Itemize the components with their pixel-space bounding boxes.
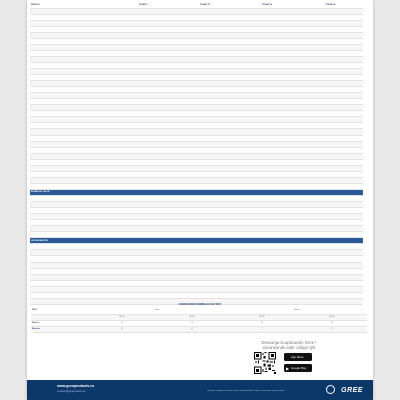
conditions-value: 24 [297, 320, 367, 326]
conditions-heat-label: Modo calor [31, 326, 87, 332]
conditions-title: CONDICIONES NOMINALES DE TEST [178, 303, 222, 306]
conditions-mode-label: MODO [31, 308, 87, 314]
conditions-value: 15 [157, 326, 227, 332]
apple-icon [286, 355, 290, 360]
spec-section-title: REFRIGERACIÓN [30, 238, 363, 244]
footer-url[interactable]: www.greeproducts.es [57, 384, 95, 388]
conditions-sub: BH (°C) [157, 314, 227, 320]
header-model: MODELO [30, 2, 90, 8]
app-line-1: Descarga la aplicación Gree+ [261, 340, 317, 345]
conditions-exterior: Exterior [227, 308, 367, 314]
app-download-text [209, 340, 369, 350]
footer [27, 380, 373, 400]
header-pular-9: PULAR 9 [112, 2, 174, 8]
gree-logo-icon [326, 385, 335, 394]
app-download-panel [209, 338, 369, 378]
conditions-interior: Interior [87, 308, 227, 314]
conditions-value: 20 [87, 326, 157, 332]
conditions-cool-label: Modo frío [31, 320, 87, 326]
google-play-badge[interactable] [284, 364, 312, 372]
google-play-label: Google Play [291, 366, 307, 370]
conditions-sub: BH (°C) [297, 314, 367, 320]
conditions-value: 7 [227, 326, 297, 332]
header-pular-18: PULAR 18 [236, 2, 298, 8]
google-play-icon: ▶ [286, 365, 290, 371]
qr-code[interactable] [254, 352, 276, 374]
brand-logo: GREE [341, 385, 363, 394]
conditions-sub: BS (°C) [227, 314, 297, 320]
app-store-badge[interactable] [284, 353, 312, 361]
conditions-value: 27 [87, 320, 157, 326]
app-line-2: escaneando este código QR [262, 345, 316, 350]
footer-disclaimer: Las fotos e imágenes no tienen carácter contractual. Datos sujetos a variaciones sin previo aviso. [207, 390, 285, 392]
conditions-value: 6 [297, 326, 367, 332]
header-pular-24: PULAR 24 [298, 2, 363, 8]
conditions-sub: BS (°C) [87, 314, 157, 320]
conditions-value: 19 [157, 320, 227, 326]
spec-sheet [27, 0, 373, 400]
spec-section-title: BOMBA DE CALOR [30, 189, 363, 195]
conditions-table [31, 308, 367, 333]
header-pular-12: PULAR 12 [174, 2, 236, 8]
conditions-value: 35 [227, 320, 297, 326]
app-store-label: App Store [291, 355, 304, 359]
qr-code-icon [254, 352, 276, 374]
footer-email[interactable]: contacto@greeproducts.es [57, 390, 86, 393]
spec-table [30, 2, 363, 305]
